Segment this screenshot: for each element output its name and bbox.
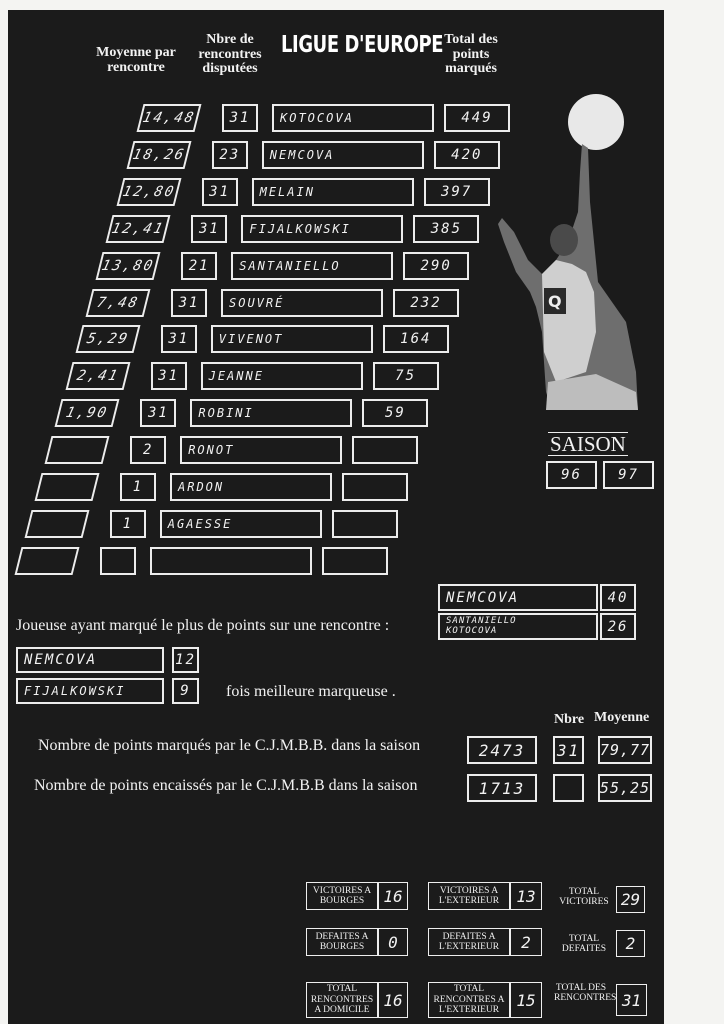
total-defaites-value: 2 — [616, 930, 645, 957]
player-total: 397 — [424, 178, 490, 206]
player-name: ROBINI — [190, 399, 352, 427]
defaites-bourges-value: 0 — [378, 928, 408, 956]
player-moyenne — [35, 473, 100, 501]
victoires-ext-value: 13 — [510, 882, 542, 910]
header-moyenne: Moyenne par rencontre — [96, 45, 176, 75]
player-nbre: 31 — [202, 178, 238, 206]
player-nbre: 31 — [171, 289, 207, 317]
top-scorer-value-1: 40 — [600, 584, 636, 611]
player-nbre: 2 — [130, 436, 166, 464]
points-scored-label: Nombre de points marqués par le C.J.M.B.B. dans la saison — [38, 737, 421, 754]
top-scorer-value-2: 26 — [600, 613, 636, 640]
player-moyenne: 7,48 — [86, 289, 151, 317]
basketball-icon — [568, 94, 624, 150]
player-total — [322, 547, 388, 575]
total-rencontres-value: 31 — [616, 984, 647, 1016]
player-total: 385 — [413, 215, 479, 243]
player-nbre: 21 — [181, 252, 217, 280]
player-moyenne — [14, 547, 79, 575]
player-total: 232 — [393, 289, 459, 317]
player-nbre: 31 — [161, 325, 197, 353]
total-domicile-label: TOTAL RENCONTRES A DOMICILE — [306, 982, 378, 1018]
player-name: NEMCOVA — [262, 141, 424, 169]
points-scored-total: 2473 — [467, 736, 537, 764]
player-total: 449 — [444, 104, 510, 132]
player-moyenne — [45, 436, 110, 464]
player-moyenne: 12,41 — [106, 215, 171, 243]
points-conceded-total: 1713 — [467, 774, 537, 802]
player-nbre: 31 — [140, 399, 176, 427]
player-moyenne: 2,41 — [65, 362, 130, 390]
saison-label: SAISON — [550, 432, 626, 456]
player-nbre: 31 — [191, 215, 227, 243]
total-ext-value: 15 — [510, 982, 542, 1018]
best-scorer-name-1: NEMCOVA — [16, 647, 164, 673]
player-nbre: 1 — [110, 510, 146, 538]
best-scorer-value-1: 12 — [172, 647, 199, 673]
player-name — [150, 547, 312, 575]
season-col-nbre: Nbre — [554, 712, 585, 727]
player-total: 75 — [373, 362, 439, 390]
player-moyenne: 5,29 — [75, 325, 140, 353]
points-conceded-moyenne: 55,25 — [598, 774, 652, 802]
player-name: ARDON — [170, 473, 332, 501]
player-nbre: 31 — [151, 362, 187, 390]
top-scorer-names-2 — [438, 613, 598, 640]
player-moyenne — [24, 510, 89, 538]
player-nbre — [100, 547, 136, 575]
header-total: Total des points marqués — [444, 32, 498, 77]
player-name: KOTOCOVA — [272, 104, 434, 132]
best-scorer-value-2: 9 — [172, 678, 199, 704]
total-ext-label: TOTAL RENCONTRES A L'EXTERIEUR — [428, 982, 510, 1018]
best-scorer-label: fois meilleure marqueuse . — [226, 683, 396, 700]
player-nbre: 23 — [212, 141, 248, 169]
player-name: FIJALKOWSKI — [241, 215, 403, 243]
defaites-ext-value: 2 — [510, 928, 542, 956]
top-scorer-name-2a: SANTANIELLO — [446, 615, 517, 626]
top-scorer-name-1: NEMCOVA — [438, 584, 598, 611]
top-scorer-name-2b: KOTOCOVA — [446, 625, 498, 636]
basketball-player-photo — [486, 92, 656, 412]
total-rencontres-label: TOTAL DES RENCONTRES — [554, 983, 617, 1003]
player-nbre: 31 — [222, 104, 258, 132]
player-total — [332, 510, 398, 538]
season-col-moyenne: Moyenne — [594, 710, 650, 725]
player-total: 290 — [403, 252, 469, 280]
player-total — [352, 436, 418, 464]
points-scored-moyenne: 79,77 — [598, 736, 652, 764]
player-moyenne: 1,90 — [55, 399, 120, 427]
player-name: AGAESSE — [160, 510, 322, 538]
victoires-bourges-value: 16 — [378, 882, 408, 910]
points-conceded-nbre — [553, 774, 584, 802]
player-name: MELAIN — [252, 178, 414, 206]
player-total: 59 — [362, 399, 428, 427]
player-total — [342, 473, 408, 501]
total-defaites-label: TOTAL DEFAITES — [561, 934, 607, 954]
points-scored-nbre: 31 — [553, 736, 584, 764]
player-moyenne: 14,48 — [137, 104, 202, 132]
top-scorer-label: Joueuse ayant marqué le plus de points sur une rencontre : — [16, 617, 390, 634]
player-total: 164 — [383, 325, 449, 353]
player-name: SOUVRÉ — [221, 289, 383, 317]
player-moyenne: 18,26 — [126, 141, 191, 169]
player-moyenne: 12,80 — [116, 178, 181, 206]
player-name: JEANNE — [201, 362, 363, 390]
player-name: RONOT — [180, 436, 342, 464]
player-name: SANTANIELLO — [231, 252, 393, 280]
total-victoires-value: 29 — [616, 886, 645, 913]
points-conceded-label: Nombre de points encaissés par le C.J.M.B.B dans la saison — [34, 777, 418, 794]
page-title: LIGUE D'EUROPE — [281, 32, 444, 58]
victoires-ext-label: VICTOIRES A L'EXTERIEUR — [428, 882, 510, 910]
saison-year-end: 97 — [603, 461, 654, 489]
victoires-bourges-label: VICTOIRES A BOURGES — [306, 882, 378, 910]
player-name: VIVENOT — [211, 325, 373, 353]
player-total: 420 — [434, 141, 500, 169]
best-scorer-name-2: FIJALKOWSKI — [16, 678, 164, 704]
header-nbre: Nbre de rencontres disputées — [198, 32, 262, 77]
saison-year-start: 96 — [546, 461, 597, 489]
total-domicile-value: 16 — [378, 982, 408, 1018]
player-moyenne: 13,80 — [96, 252, 161, 280]
defaites-bourges-label: DEFAITES A BOURGES — [306, 928, 378, 956]
defaites-ext-label: DEFAITES A L'EXTERIEUR — [428, 928, 510, 956]
total-victoires-label: TOTAL VICTOIRES — [559, 887, 609, 907]
player-nbre: 1 — [120, 473, 156, 501]
svg-text:Q: Q — [548, 292, 562, 311]
